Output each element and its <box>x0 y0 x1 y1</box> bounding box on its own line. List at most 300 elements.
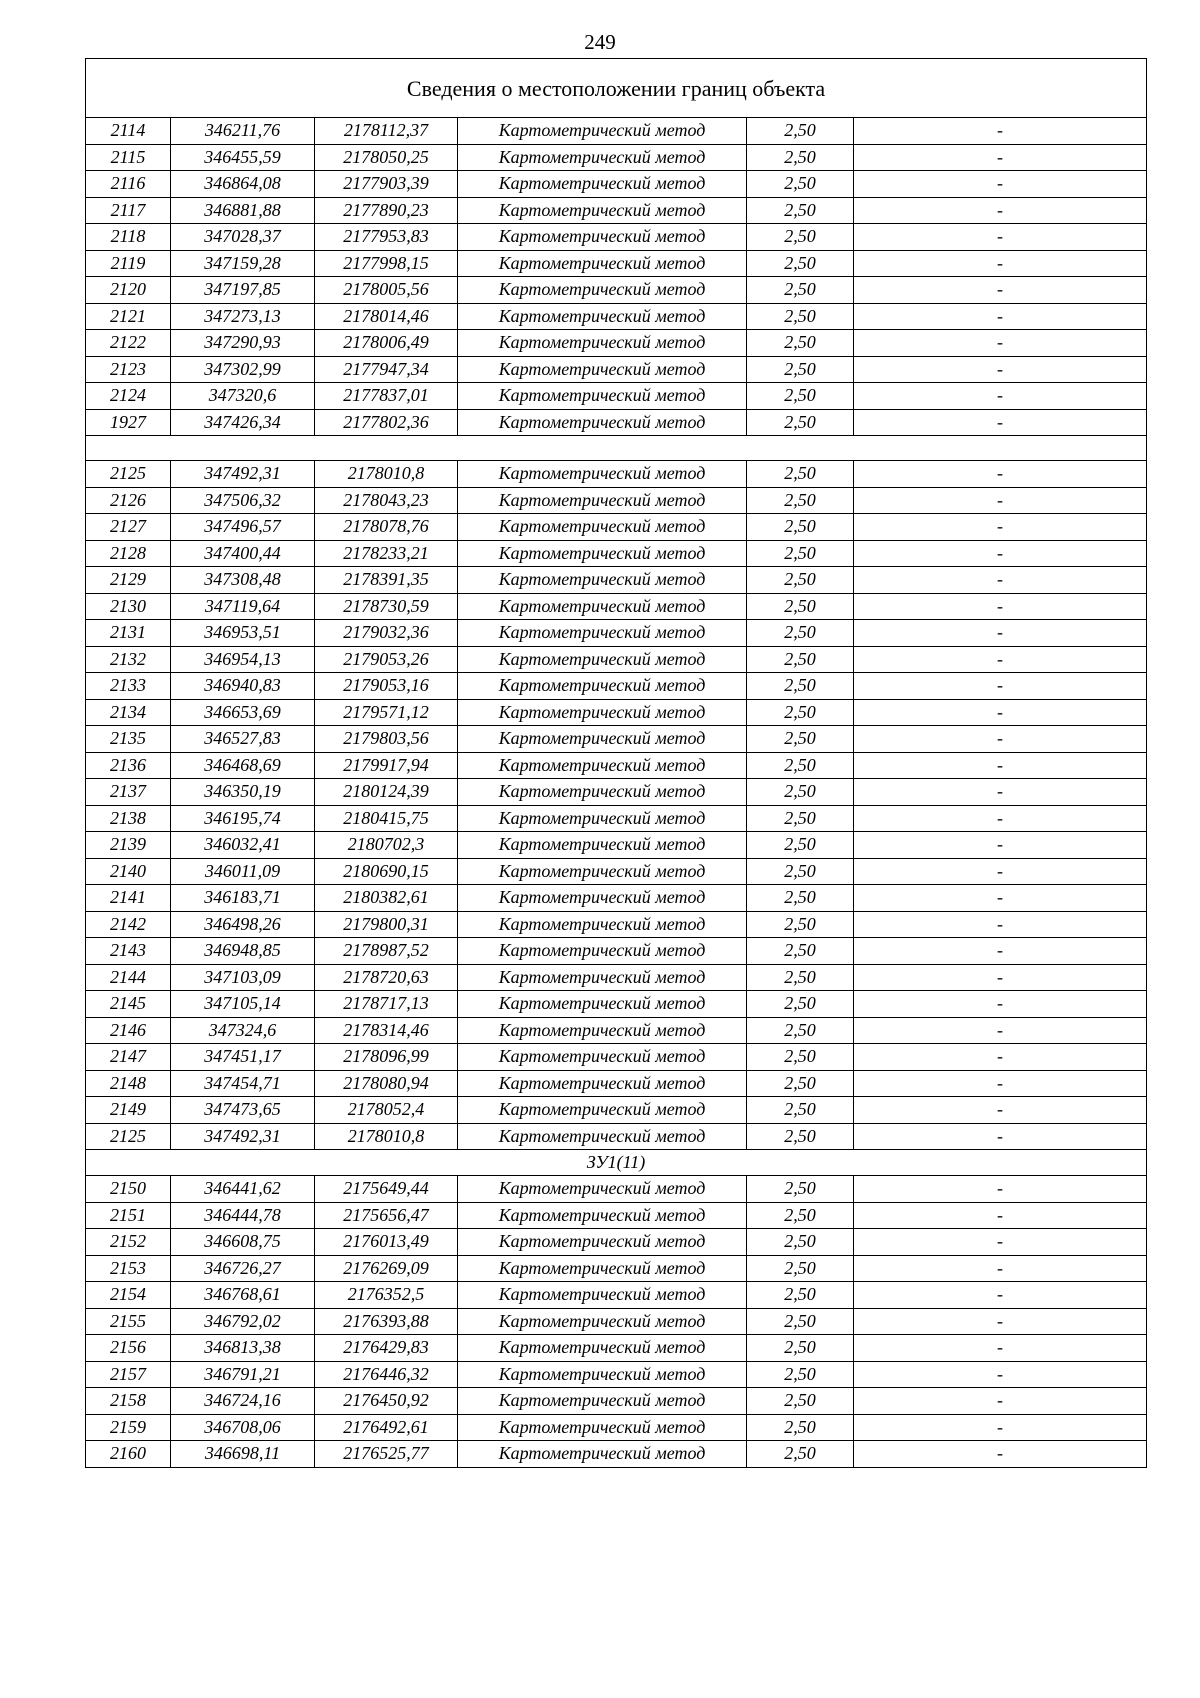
x-coordinate-cell: 347496,57 <box>171 514 315 541</box>
x-coordinate-cell: 346608,75 <box>171 1229 315 1256</box>
table-row <box>86 1123 1147 1150</box>
description-cell: - <box>854 620 1147 647</box>
accuracy-cell: 2,50 <box>747 487 854 514</box>
point-number-cell: 2150 <box>86 1176 171 1203</box>
y-coordinate-cell: 2176269,09 <box>315 1255 458 1282</box>
point-number-cell: 2140 <box>86 858 171 885</box>
y-coordinate-cell: 2178078,76 <box>315 514 458 541</box>
description-cell: - <box>854 1044 1147 1071</box>
table-row <box>86 752 1147 779</box>
y-coordinate-cell: 2179803,56 <box>315 726 458 753</box>
method-cell: Картометрический метод <box>458 1070 747 1097</box>
y-coordinate-cell: 2179917,94 <box>315 752 458 779</box>
y-coordinate-cell: 2177802,36 <box>315 409 458 436</box>
accuracy-cell: 2,50 <box>747 1282 854 1309</box>
description-cell: - <box>854 330 1147 357</box>
y-coordinate-cell: 2178080,94 <box>315 1070 458 1097</box>
y-coordinate-cell: 2178005,56 <box>315 277 458 304</box>
table-row <box>86 699 1147 726</box>
x-coordinate-cell: 346881,88 <box>171 197 315 224</box>
x-coordinate-cell: 346768,61 <box>171 1282 315 1309</box>
y-coordinate-cell: 2177903,39 <box>315 171 458 198</box>
method-cell: Картометрический метод <box>458 1229 747 1256</box>
point-number-cell: 2127 <box>86 514 171 541</box>
y-coordinate-cell: 2178233,21 <box>315 540 458 567</box>
point-number-cell: 2121 <box>86 303 171 330</box>
x-coordinate-cell: 347308,48 <box>171 567 315 594</box>
description-cell: - <box>854 832 1147 859</box>
y-coordinate-cell: 2180690,15 <box>315 858 458 885</box>
table-row <box>86 832 1147 859</box>
x-coordinate-cell: 346441,62 <box>171 1176 315 1203</box>
y-coordinate-cell: 2178010,8 <box>315 461 458 488</box>
point-number-cell: 2131 <box>86 620 171 647</box>
x-coordinate-cell: 346455,59 <box>171 144 315 171</box>
y-coordinate-cell: 2179053,26 <box>315 646 458 673</box>
method-cell: Картометрический метод <box>458 461 747 488</box>
method-cell: Картометрический метод <box>458 514 747 541</box>
table-title: Сведения о местоположении границ объекта <box>86 59 1147 118</box>
accuracy-cell: 2,50 <box>747 250 854 277</box>
accuracy-cell: 2,50 <box>747 1361 854 1388</box>
table-row <box>86 1255 1147 1282</box>
table-row <box>86 197 1147 224</box>
accuracy-cell: 2,50 <box>747 277 854 304</box>
x-coordinate-cell: 346940,83 <box>171 673 315 700</box>
accuracy-cell: 2,50 <box>747 805 854 832</box>
description-cell: - <box>854 593 1147 620</box>
table-row <box>86 673 1147 700</box>
table-row <box>86 1335 1147 1362</box>
x-coordinate-cell: 347492,31 <box>171 461 315 488</box>
table-row <box>86 144 1147 171</box>
point-number-cell: 2142 <box>86 911 171 938</box>
accuracy-cell: 2,50 <box>747 858 854 885</box>
accuracy-cell: 2,50 <box>747 646 854 673</box>
accuracy-cell: 2,50 <box>747 514 854 541</box>
accuracy-cell: 2,50 <box>747 779 854 806</box>
point-number-cell: 2147 <box>86 1044 171 1071</box>
y-coordinate-cell: 2176446,32 <box>315 1361 458 1388</box>
section-label-row <box>86 1150 1147 1176</box>
point-number-cell: 2123 <box>86 356 171 383</box>
x-coordinate-cell: 347400,44 <box>171 540 315 567</box>
table-row <box>86 1070 1147 1097</box>
accuracy-cell: 2,50 <box>747 1414 854 1441</box>
point-number-cell: 2152 <box>86 1229 171 1256</box>
point-number-cell: 2153 <box>86 1255 171 1282</box>
method-cell: Картометрический метод <box>458 832 747 859</box>
x-coordinate-cell: 347473,65 <box>171 1097 315 1124</box>
point-number-cell: 2148 <box>86 1070 171 1097</box>
method-cell: Картометрический метод <box>458 620 747 647</box>
accuracy-cell: 2,50 <box>747 1044 854 1071</box>
accuracy-cell: 2,50 <box>747 224 854 251</box>
x-coordinate-cell: 347451,17 <box>171 1044 315 1071</box>
y-coordinate-cell: 2180382,61 <box>315 885 458 912</box>
description-cell: - <box>854 567 1147 594</box>
description-cell: - <box>854 118 1147 145</box>
x-coordinate-cell: 347506,32 <box>171 487 315 514</box>
y-coordinate-cell: 2180702,3 <box>315 832 458 859</box>
table-row <box>86 964 1147 991</box>
point-number-cell: 2151 <box>86 1202 171 1229</box>
description-cell: - <box>854 461 1147 488</box>
accuracy-cell: 2,50 <box>747 885 854 912</box>
method-cell: Картометрический метод <box>458 885 747 912</box>
point-number-cell: 2125 <box>86 461 171 488</box>
x-coordinate-cell: 346948,85 <box>171 938 315 965</box>
accuracy-cell: 2,50 <box>747 330 854 357</box>
table-row <box>86 514 1147 541</box>
method-cell: Картометрический метод <box>458 858 747 885</box>
description-cell: - <box>854 197 1147 224</box>
separator-cell <box>86 436 1147 461</box>
table-row <box>86 1229 1147 1256</box>
description-cell: - <box>854 171 1147 198</box>
method-cell: Картометрический метод <box>458 1361 747 1388</box>
x-coordinate-cell: 347119,64 <box>171 593 315 620</box>
description-cell: - <box>854 1414 1147 1441</box>
point-number-cell: 2130 <box>86 593 171 620</box>
point-number-cell: 2156 <box>86 1335 171 1362</box>
y-coordinate-cell: 2178006,49 <box>315 330 458 357</box>
table-row <box>86 938 1147 965</box>
table-row <box>86 171 1147 198</box>
x-coordinate-cell: 346864,08 <box>171 171 315 198</box>
description-cell: - <box>854 1123 1147 1150</box>
method-cell: Картометрический метод <box>458 1308 747 1335</box>
point-number-cell: 2135 <box>86 726 171 753</box>
table-row <box>86 805 1147 832</box>
description-cell: - <box>854 964 1147 991</box>
accuracy-cell: 2,50 <box>747 197 854 224</box>
point-number-cell: 2141 <box>86 885 171 912</box>
y-coordinate-cell: 2176492,61 <box>315 1414 458 1441</box>
table-row <box>86 620 1147 647</box>
method-cell: Картометрический метод <box>458 646 747 673</box>
accuracy-cell: 2,50 <box>747 303 854 330</box>
description-cell: - <box>854 1282 1147 1309</box>
accuracy-cell: 2,50 <box>747 620 854 647</box>
y-coordinate-cell: 2178730,59 <box>315 593 458 620</box>
description-cell: - <box>854 540 1147 567</box>
point-number-cell: 2128 <box>86 540 171 567</box>
method-cell: Картометрический метод <box>458 540 747 567</box>
x-coordinate-cell: 346791,21 <box>171 1361 315 1388</box>
y-coordinate-cell: 2176525,77 <box>315 1441 458 1468</box>
method-cell: Картометрический метод <box>458 938 747 965</box>
table-row <box>86 1361 1147 1388</box>
x-coordinate-cell: 347273,13 <box>171 303 315 330</box>
accuracy-cell: 2,50 <box>747 726 854 753</box>
table-row <box>86 250 1147 277</box>
x-coordinate-cell: 347426,34 <box>171 409 315 436</box>
x-coordinate-cell: 346183,71 <box>171 885 315 912</box>
table-row <box>86 118 1147 145</box>
x-coordinate-cell: 346726,27 <box>171 1255 315 1282</box>
description-cell: - <box>854 1388 1147 1415</box>
method-cell: Картометрический метод <box>458 699 747 726</box>
x-coordinate-cell: 346444,78 <box>171 1202 315 1229</box>
x-coordinate-cell: 347492,31 <box>171 1123 315 1150</box>
point-number-cell: 2158 <box>86 1388 171 1415</box>
x-coordinate-cell: 346468,69 <box>171 752 315 779</box>
x-coordinate-cell: 347324,6 <box>171 1017 315 1044</box>
method-cell: Картометрический метод <box>458 964 747 991</box>
accuracy-cell: 2,50 <box>747 673 854 700</box>
description-cell: - <box>854 356 1147 383</box>
description-cell: - <box>854 646 1147 673</box>
page-number: 249 <box>584 30 616 54</box>
table-row <box>86 1202 1147 1229</box>
point-number-cell: 2122 <box>86 330 171 357</box>
method-cell: Картометрический метод <box>458 356 747 383</box>
x-coordinate-cell: 347302,99 <box>171 356 315 383</box>
description-cell: - <box>854 1176 1147 1203</box>
x-coordinate-cell: 346953,51 <box>171 620 315 647</box>
point-number-cell: 2129 <box>86 567 171 594</box>
point-number-cell: 2137 <box>86 779 171 806</box>
point-number-cell: 2116 <box>86 171 171 198</box>
table-row <box>86 356 1147 383</box>
method-cell: Картометрический метод <box>458 1255 747 1282</box>
y-coordinate-cell: 2179571,12 <box>315 699 458 726</box>
x-coordinate-cell: 346527,83 <box>171 726 315 753</box>
table-row <box>86 646 1147 673</box>
table-row <box>86 567 1147 594</box>
description-cell: - <box>854 144 1147 171</box>
table-row <box>86 885 1147 912</box>
method-cell: Картометрический метод <box>458 805 747 832</box>
method-cell: Картометрический метод <box>458 250 747 277</box>
accuracy-cell: 2,50 <box>747 171 854 198</box>
point-number-cell: 2117 <box>86 197 171 224</box>
y-coordinate-cell: 2178112,37 <box>315 118 458 145</box>
description-cell: - <box>854 885 1147 912</box>
method-cell: Картометрический метод <box>458 726 747 753</box>
accuracy-cell: 2,50 <box>747 461 854 488</box>
y-coordinate-cell: 2177837,01 <box>315 383 458 410</box>
table-row <box>86 383 1147 410</box>
accuracy-cell: 2,50 <box>747 1123 854 1150</box>
point-number-cell: 2149 <box>86 1097 171 1124</box>
table-row <box>86 1017 1147 1044</box>
y-coordinate-cell: 2177947,34 <box>315 356 458 383</box>
description-cell: - <box>854 858 1147 885</box>
table-row <box>86 1388 1147 1415</box>
point-number-cell: 2155 <box>86 1308 171 1335</box>
table-row <box>86 1097 1147 1124</box>
point-number-cell: 2145 <box>86 991 171 1018</box>
method-cell: Картометрический метод <box>458 1441 747 1468</box>
method-cell: Картометрический метод <box>458 593 747 620</box>
boundary-coordinates-table <box>85 58 1147 1468</box>
accuracy-cell: 2,50 <box>747 356 854 383</box>
method-cell: Картометрический метод <box>458 911 747 938</box>
accuracy-cell: 2,50 <box>747 1255 854 1282</box>
method-cell: Картометрический метод <box>458 752 747 779</box>
description-cell: - <box>854 1017 1147 1044</box>
accuracy-cell: 2,50 <box>747 938 854 965</box>
accuracy-cell: 2,50 <box>747 1097 854 1124</box>
description-cell: - <box>854 1070 1147 1097</box>
method-cell: Картометрический метод <box>458 1123 747 1150</box>
y-coordinate-cell: 2178391,35 <box>315 567 458 594</box>
method-cell: Картометрический метод <box>458 1202 747 1229</box>
y-coordinate-cell: 2178096,99 <box>315 1044 458 1071</box>
x-coordinate-cell: 346653,69 <box>171 699 315 726</box>
y-coordinate-cell: 2179800,31 <box>315 911 458 938</box>
method-cell: Картометрический метод <box>458 567 747 594</box>
table-row <box>86 858 1147 885</box>
description-cell: - <box>854 1255 1147 1282</box>
point-number-cell: 2120 <box>86 277 171 304</box>
point-number-cell: 1927 <box>86 409 171 436</box>
table-row <box>86 726 1147 753</box>
accuracy-cell: 2,50 <box>747 832 854 859</box>
x-coordinate-cell: 346724,16 <box>171 1388 315 1415</box>
table-row <box>86 409 1147 436</box>
table-row <box>86 487 1147 514</box>
x-coordinate-cell: 346011,09 <box>171 858 315 885</box>
y-coordinate-cell: 2178014,46 <box>315 303 458 330</box>
point-number-cell: 2118 <box>86 224 171 251</box>
method-cell: Картометрический метод <box>458 277 747 304</box>
point-number-cell: 2144 <box>86 964 171 991</box>
y-coordinate-cell: 2178043,23 <box>315 487 458 514</box>
description-cell: - <box>854 487 1147 514</box>
description-cell: - <box>854 1229 1147 1256</box>
x-coordinate-cell: 346032,41 <box>171 832 315 859</box>
description-cell: - <box>854 911 1147 938</box>
method-cell: Картометрический метод <box>458 303 747 330</box>
accuracy-cell: 2,50 <box>747 1070 854 1097</box>
method-cell: Картометрический метод <box>458 330 747 357</box>
accuracy-cell: 2,50 <box>747 593 854 620</box>
accuracy-cell: 2,50 <box>747 699 854 726</box>
point-number-cell: 2126 <box>86 487 171 514</box>
table-row <box>86 593 1147 620</box>
description-cell: - <box>854 726 1147 753</box>
table-row <box>86 277 1147 304</box>
accuracy-cell: 2,50 <box>747 991 854 1018</box>
method-cell: Картометрический метод <box>458 409 747 436</box>
description-cell: - <box>854 938 1147 965</box>
y-coordinate-cell: 2178010,8 <box>315 1123 458 1150</box>
y-coordinate-cell: 2179032,36 <box>315 620 458 647</box>
point-number-cell: 2124 <box>86 383 171 410</box>
table-body <box>86 59 1147 1468</box>
point-number-cell: 2139 <box>86 832 171 859</box>
accuracy-cell: 2,50 <box>747 911 854 938</box>
y-coordinate-cell: 2177953,83 <box>315 224 458 251</box>
point-number-cell: 2115 <box>86 144 171 171</box>
table-row <box>86 1441 1147 1468</box>
description-cell: - <box>854 1361 1147 1388</box>
x-coordinate-cell: 346350,19 <box>171 779 315 806</box>
method-cell: Картометрический метод <box>458 224 747 251</box>
table-row <box>86 303 1147 330</box>
point-number-cell: 2157 <box>86 1361 171 1388</box>
description-cell: - <box>854 514 1147 541</box>
description-cell: - <box>854 1097 1147 1124</box>
x-coordinate-cell: 347103,09 <box>171 964 315 991</box>
y-coordinate-cell: 2178717,13 <box>315 991 458 1018</box>
y-coordinate-cell: 2176450,92 <box>315 1388 458 1415</box>
x-coordinate-cell: 346698,11 <box>171 1441 315 1468</box>
method-cell: Картометрический метод <box>458 487 747 514</box>
table-row <box>86 911 1147 938</box>
method-cell: Картометрический метод <box>458 197 747 224</box>
separator-row <box>86 436 1147 461</box>
table-row <box>86 1308 1147 1335</box>
accuracy-cell: 2,50 <box>747 1441 854 1468</box>
description-cell: - <box>854 303 1147 330</box>
accuracy-cell: 2,50 <box>747 1229 854 1256</box>
y-coordinate-cell: 2176013,49 <box>315 1229 458 1256</box>
accuracy-cell: 2,50 <box>747 383 854 410</box>
x-coordinate-cell: 347159,28 <box>171 250 315 277</box>
table-row <box>86 461 1147 488</box>
table-row <box>86 1414 1147 1441</box>
accuracy-cell: 2,50 <box>747 409 854 436</box>
accuracy-cell: 2,50 <box>747 1202 854 1229</box>
method-cell: Картометрический метод <box>458 1017 747 1044</box>
y-coordinate-cell: 2177998,15 <box>315 250 458 277</box>
y-coordinate-cell: 2175649,44 <box>315 1176 458 1203</box>
accuracy-cell: 2,50 <box>747 144 854 171</box>
y-coordinate-cell: 2179053,16 <box>315 673 458 700</box>
y-coordinate-cell: 2178050,25 <box>315 144 458 171</box>
x-coordinate-cell: 346708,06 <box>171 1414 315 1441</box>
method-cell: Картометрический метод <box>458 1097 747 1124</box>
y-coordinate-cell: 2176393,88 <box>315 1308 458 1335</box>
y-coordinate-cell: 2176429,83 <box>315 1335 458 1362</box>
x-coordinate-cell: 347197,85 <box>171 277 315 304</box>
point-number-cell: 2159 <box>86 1414 171 1441</box>
description-cell: - <box>854 1335 1147 1362</box>
point-number-cell: 2125 <box>86 1123 171 1150</box>
accuracy-cell: 2,50 <box>747 540 854 567</box>
description-cell: - <box>854 250 1147 277</box>
description-cell: - <box>854 1202 1147 1229</box>
table-row <box>86 540 1147 567</box>
description-cell: - <box>854 277 1147 304</box>
method-cell: Картометрический метод <box>458 383 747 410</box>
x-coordinate-cell: 347105,14 <box>171 991 315 1018</box>
y-coordinate-cell: 2175656,47 <box>315 1202 458 1229</box>
table-row <box>86 779 1147 806</box>
point-number-cell: 2114 <box>86 118 171 145</box>
table-row <box>86 1282 1147 1309</box>
y-coordinate-cell: 2178314,46 <box>315 1017 458 1044</box>
y-coordinate-cell: 2177890,23 <box>315 197 458 224</box>
point-number-cell: 2136 <box>86 752 171 779</box>
x-coordinate-cell: 347454,71 <box>171 1070 315 1097</box>
description-cell: - <box>854 383 1147 410</box>
x-coordinate-cell: 347028,37 <box>171 224 315 251</box>
description-cell: - <box>854 1308 1147 1335</box>
method-cell: Картометрический метод <box>458 1414 747 1441</box>
accuracy-cell: 2,50 <box>747 752 854 779</box>
description-cell: - <box>854 699 1147 726</box>
y-coordinate-cell: 2176352,5 <box>315 1282 458 1309</box>
description-cell: - <box>854 224 1147 251</box>
y-coordinate-cell: 2178720,63 <box>315 964 458 991</box>
section-label: ЗУ1(11) <box>86 1150 1147 1176</box>
description-cell: - <box>854 779 1147 806</box>
